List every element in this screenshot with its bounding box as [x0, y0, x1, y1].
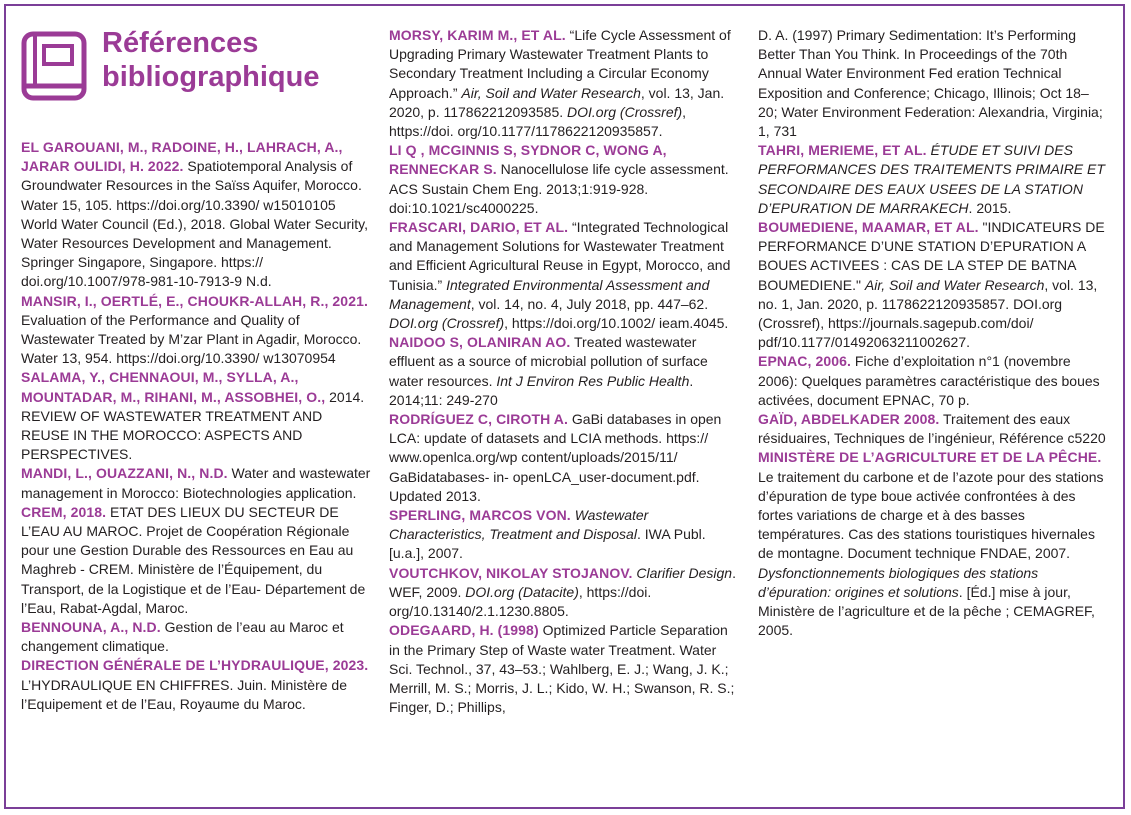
reference-authors: MINISTÈRE DE L’AGRICULTURE ET DE LA PÊCHE. [758, 449, 1102, 466]
reference-authors: TAHRI, MERIEME, ET AL. [758, 142, 927, 159]
reference-text: "INDICATEURS DE PERFORMANCE D’UNE STATION D’EPURATION A BOUES ACTIVEES : CAS DE LA STEP DE BATNA BOUMEDIENE." [758, 219, 1105, 293]
reference-entry [389, 333, 739, 410]
reference-entry [21, 618, 373, 656]
reference-text: , vol. 14, no. 4, July 2018, pp. 447–62. [470, 295, 709, 312]
reference-entry [389, 564, 739, 622]
reference-text: , https://doi. org/10.1177/1178622120935857. [389, 103, 687, 140]
reference-title-italic: Clarifier Design [636, 564, 733, 581]
references-column-3 [758, 26, 1106, 641]
reference-text: GaBi databases in open LCA: update of datasets and LCIA methods. https:// www.openlca.org/wp content/uploads/2015/11/ GaBidatabases- in- openLCA_user-document.pdf. Updated 2013. [389, 411, 722, 504]
references-column-2 [389, 26, 739, 717]
reference-authors: ODEGAARD, H. (1998) [389, 622, 539, 639]
reference-text: , vol. 13, Jan. 2020, p. 117862212093585. [389, 84, 725, 120]
section-header [20, 26, 360, 110]
reference-authors: BOUMEDIENE, MAAMAR, ET AL. [758, 219, 979, 236]
reference-title-italic: Integrated Environmental Assessment and Management [389, 276, 710, 312]
reference-entry [21, 215, 373, 292]
reference-authors: MANSIR, I., OERTLÉ, E., CHOUKR-ALLAH, R., 2021. [21, 292, 368, 309]
reference-text: . [Éd.] mise à jour, Ministère de l’agriculture et de la pêche ; CEMAGREF, 2005. [758, 583, 1095, 639]
reference-entry [758, 410, 1106, 448]
reference-text: Traitement des eaux résiduaires, Techniques de l’ingénieur, Référence c5220 [758, 411, 1106, 447]
reference-entry [389, 141, 739, 218]
reference-entry [758, 26, 1106, 141]
reference-text: , https://doi. org/10.13140/2.1.1230.8805. [389, 583, 652, 620]
reference-authors: SALAMA, Y., CHENNAOUI, M., SYLLA, A., MOUNTADAR, M., RIHANI, M., ASSOBHEI, O., [21, 369, 326, 405]
reference-title-italic: ÉTUDE ET SUIVI DES PERFORMANCES DES TRAITEMENTS PRIMAIRE ET SECONDAIRE DES EAUX USEES DE LA STATION D’EPURATION DE MARRAKECH [758, 142, 1105, 216]
reference-authors: GAÏD, ABDELKADER 2008. [758, 411, 940, 428]
reference-authors: MORSY, KARIM M., ET AL. [389, 27, 566, 43]
reference-authors: BENNOUNA, A., N.D. [21, 619, 161, 636]
reference-text: Nanocellulose life cycle assessment. ACS Sustain Chem Eng. 2013;1:919-928. doi:10.1021/sc4000225. [389, 161, 729, 216]
reference-text: 2014. REVIEW OF WASTEWATER TREATMENT AND REUSE IN THE MOROCCO: ASPECTS AND PERSPECTIVES. [21, 388, 365, 463]
reference-text: . WEF, 2009. [389, 564, 736, 600]
reference-title-italic: Dysfonctionnements biologiques des stations d’épuration: origines et solutions [758, 564, 1039, 600]
reference-entry [758, 141, 1106, 218]
reference-text: . 2015. [968, 199, 1012, 216]
reference-authors: FRASCARI, DARIO, ET AL. [389, 219, 569, 236]
reference-authors: RODRÍGUEZ C, CIROTH A. [389, 411, 569, 428]
reference-text: . IWA Publ. [u.a.], 2007. [389, 526, 706, 562]
reference-text: World Water Council (Ed.), 2018. Global Water Security, Water Resources Development and Management. Springer Singapore, Singapore. https:// doi.org/10.1007/978-981-10-7913-9 N.d. [21, 215, 369, 290]
reference-text: Evaluation of the Performance and Quality of Wastewater Treated by M’zar Plant in Agadir, Morocco. Water 13, 954. https://doi.org/10.3390/ w13070954 [21, 311, 362, 367]
reference-entry [389, 621, 739, 717]
reference-text: Le traitement du carbone et de l’azote pour des stations d’épuration de type boue activée confrontées à des fortes variations de charge et à des basses températures. Cas des stations touristiques hivernales de montagne. Document technique FNDAE, 2007. [758, 468, 1104, 562]
reference-entry [758, 218, 1106, 352]
reference-title-italic: Air, Soil and Water Research [461, 84, 641, 101]
reference-authors: NAIDOO S, OLANIRAN AO. [389, 334, 571, 351]
reference-entry [21, 656, 373, 714]
reference-entry [758, 448, 1106, 563]
reference-authors: VOUTCHKOV, NIKOLAY STOJANOV. [389, 564, 633, 581]
reference-entry [389, 410, 739, 506]
references-column-1 [21, 138, 373, 714]
reference-text: Water and wastewater management in Morocco: Biotechnologies application. [21, 465, 371, 501]
reference-authors: LI Q , MCGINNIS S, SYDNOR C, WONG A, RENNECKAR S. [389, 142, 667, 178]
reference-entry [21, 138, 373, 215]
reference-entry [21, 292, 373, 369]
reference-title-italic: Wastewater Characteristics, Treatment and Disposal [389, 507, 649, 543]
reference-entry [21, 503, 373, 618]
reference-entry [758, 352, 1106, 410]
reference-text: “Integrated Technological and Management Solutions for Wastewater Treatment and Efficient Agricultural Reuse in Egypt, Morocco, and Tunisia.” [389, 219, 731, 293]
reference-text: Gestion de l’eau au Maroc et changement climatique. [21, 619, 344, 655]
reference-authors: MANDI, L., OUAZZANI, N., N.D. [21, 465, 228, 482]
reference-text: Treated wastewater effluent as a source of microbial pollution of surface water resources. [389, 334, 708, 389]
reference-entry [389, 26, 739, 141]
reference-title-italic: DOI.org (Datacite) [465, 583, 579, 600]
reference-entry [21, 464, 373, 502]
title-line-1: Références [102, 27, 259, 59]
reference-text: “Life Cycle Assessment of Upgrading Primary Wastewater Treatment Plants to Secondary Treatment Including a Circular Economy Approach.” [389, 27, 731, 101]
reference-authors: EL GAROUANI, M., RADOINE, H., LAHRACH, A., JARAR OULIDI, H. 2022. [21, 139, 343, 175]
title-line-2: bibliographique [102, 61, 320, 93]
reference-authors: SPERLING, MARCOS VON. [389, 507, 571, 524]
reference-text: L’HYDRAULIQUE EN CHIFFRES. Juin. Ministère de l’Equipement et de l’Eau, Royaume du Maroc. [21, 676, 347, 712]
reference-text: . 2014;11: 249-270 [389, 372, 694, 408]
reference-authors: EPNAC, 2006. [758, 353, 852, 370]
reference-entry [21, 368, 373, 464]
reference-text: Optimized Particle Separation in the Primary Step of Waste water Treatment. Water Sci. Technol., 37, 43–53.; Wahlberg, E. J.; Wang, J. K.; Merrill, M. S.; Morris, J. L.; Kido, W. H.; Swanson, R. S.; Finger, D.; Phillips, [389, 622, 735, 716]
reference-text: Spatiotemporal Analysis of Groundwater Resources in the Saïss Aquifer, Morocco. Water 15, 105. https://doi.org/10.3390/ w15010105 [21, 158, 362, 213]
reference-text: Fiche d’exploitation n°1 (novembre 2006): Quelques paramètres caractéristique des boues activées, document EPNAC, 70 p. [758, 353, 1100, 408]
reference-text: , https://doi.org/10.1002/ ieam.4045. [504, 315, 729, 332]
reference-title-italic: DOI.org (Crossref) [389, 315, 505, 332]
reference-text: D. A. (1997) Primary Sedimentation: It’s Performing Better Than You Think. In Proceedings of the 70th Annual Water Environment Fed eration Technical Exposition and Conference; Chicago, Illinois; Oct 18–20; Water Environment Federation: Alexandria, Virginia; 1, 731 [758, 27, 1103, 140]
reference-title-italic: Air, Soil and Water Research [864, 276, 1045, 293]
reference-title-italic: Int J Environ Res Public Health [496, 372, 690, 389]
page-title [102, 26, 320, 94]
reference-authors: DIRECTION GÉNÉRALE DE L’HYDRAULIQUE, 2023. [21, 657, 369, 674]
reference-entry [389, 218, 739, 333]
reference-entry [758, 564, 1106, 641]
reference-entry [389, 506, 739, 564]
reference-text: , vol. 13, no. 1, Jan. 2020, p. 1178622120935857. DOI.org (Crossref), https://journals.sagepub.com/doi/ pdf/10.1177/01492063211002627. [758, 276, 1098, 351]
reference-text: ETAT DES LIEUX DU SECTEUR DE L’EAU AU MAROC. Projet de Coopération Régionale pour une Gestion Durable des Ressources en Eau au Maghreb - CREM. Ministère de l’Équipement, du Transport, de la Logistique et de l’Eau- Département de l’Eau, Rabat-Agdal, Maroc. [21, 503, 366, 616]
reference-authors: CREM, 2018. [21, 503, 107, 520]
book-icon [20, 30, 92, 104]
reference-title-italic: DOI.org (Crossref) [567, 103, 683, 120]
